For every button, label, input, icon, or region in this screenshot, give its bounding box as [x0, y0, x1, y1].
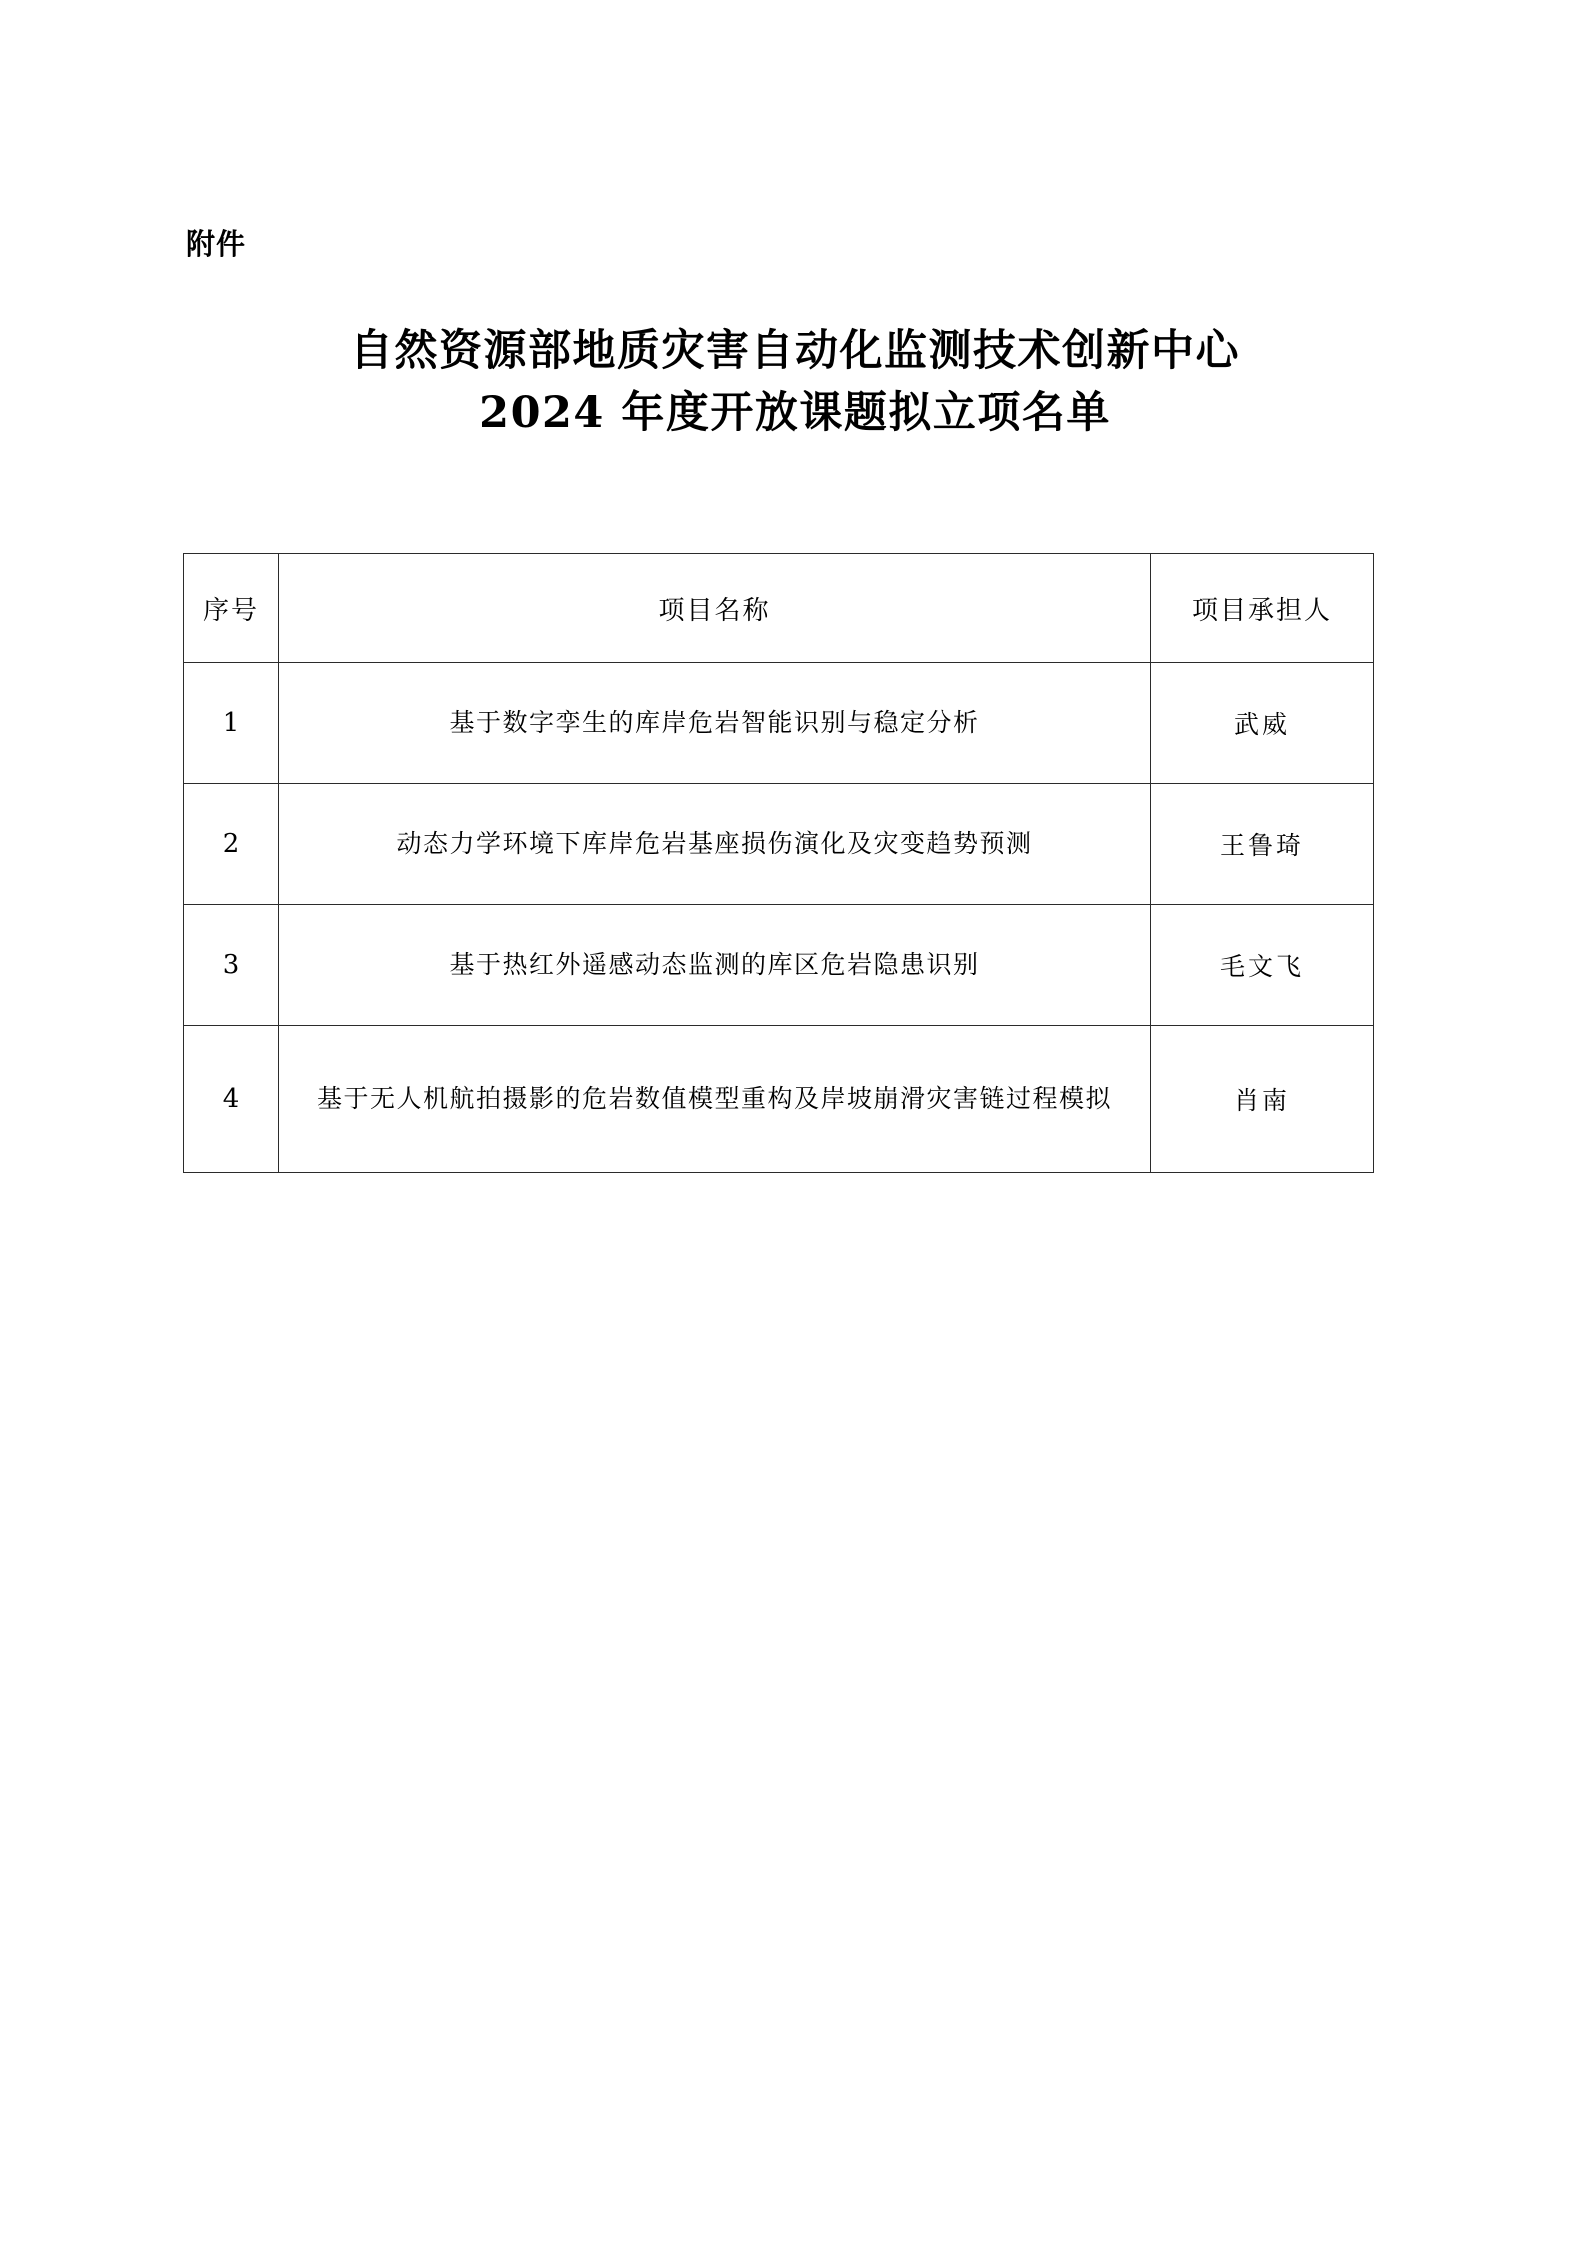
table-body — [184, 663, 1374, 1173]
cell-index: 1 — [184, 663, 279, 784]
cell-owner: 毛文飞 — [1151, 905, 1374, 1026]
cell-owner: 肖南 — [1151, 1026, 1374, 1173]
cell-project-name: 基于无人机航拍摄影的危岩数值模型重构及岸坡崩滑灾害链过程模拟 — [279, 1026, 1151, 1173]
table-row — [184, 1026, 1374, 1173]
cell-index: 3 — [184, 905, 279, 1026]
column-header-owner: 项目承担人 — [1151, 554, 1374, 663]
cell-index: 2 — [184, 784, 279, 905]
page-title-line-1: 自然资源部地质灾害自动化监测技术创新中心 — [350, 326, 1240, 376]
cell-project-name: 基于数字孪生的库岸危岩智能识别与稳定分析 — [279, 663, 1151, 784]
column-header-index: 序号 — [184, 554, 279, 663]
page-title — [150, 320, 1440, 445]
table-row — [184, 663, 1374, 784]
page-title-line-2: 2024 年度开放课题拟立项名单 — [479, 388, 1111, 439]
cell-project-name: 动态力学环境下库岸危岩基座损伤演化及灾变趋势预测 — [279, 784, 1151, 905]
cell-index: 4 — [184, 1026, 279, 1173]
table-row — [184, 784, 1374, 905]
table-header-row — [184, 554, 1374, 663]
column-header-project-name: 项目名称 — [279, 554, 1151, 663]
cell-owner: 武威 — [1151, 663, 1374, 784]
project-list-table — [183, 553, 1374, 1173]
attachment-label: 附件 — [186, 227, 247, 261]
table-header — [184, 554, 1374, 663]
cell-project-name: 基于热红外遥感动态监测的库区危岩隐患识别 — [279, 905, 1151, 1026]
cell-owner: 王鲁琦 — [1151, 784, 1374, 905]
table-row — [184, 905, 1374, 1026]
